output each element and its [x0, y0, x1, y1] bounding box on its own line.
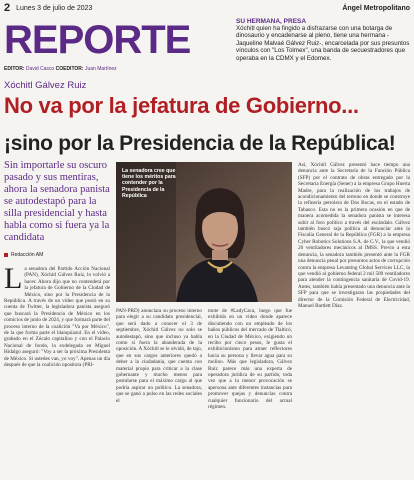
headline-primary: No va por la jefatura de Gobierno... [4, 93, 359, 118]
page-header [4, 2, 410, 14]
article-subject: Xóchitl Gálvez Ruiz [4, 80, 87, 91]
editor-credits [4, 66, 117, 72]
article-column-3: mote de #LadyCaca, luego que fue exhibida en un video donde aparece discutiendo con un empleado de los baños públicos del mercado de Tlalticó, en la Ciudad de México, exigiendo un recibo por cinco pesos, le gusta el exhibicionismo para atraer reflectores hacia su persona y llevar agua para su molino. Más que legisladora, Gálvez Ruiz parece más una experta de operadora jurídica de su partido, toda vez que a la menor provocación se apersona ante diferentes instancias para promover quejas y denuncias contra cualquier funcionario del actual régimen. [208, 308, 292, 411]
publication-name: Ángel Metropolitano [342, 4, 410, 12]
coeditor-name: Juan Martínez [84, 66, 117, 72]
article-column-1 [4, 262, 110, 369]
page-date: Lunes 3 de julio de 2023 [16, 4, 93, 12]
headline-secondary: ¡sino por la Presidencia de la República! [4, 132, 396, 155]
section-title: REPORTE [4, 18, 191, 62]
editor-name: David Casco [25, 66, 55, 72]
editor-label: EDITOR: [4, 66, 25, 72]
article-column-2: PAN-PRD) anunciara su proceso interno para elegir a su candidato presidencial, que será dado a conocer el 3 de septiembre, Xóchitl Gálvez no solo se autodestapó, sino que incluso ya habla como si fuera la abanderada de la oposición. A Xóchitl se le olvidó, de tajo, que en sus cargos anteriores quedó a deber a la ciudadanía, que cuenta con material propio para criticar a la clase gobernante y mucho menos para postularse para el máximo cargo al que podría aspirar un político. La senadora, que se ganó a pulso en las redes sociales el [116, 308, 202, 404]
section-banner [4, 16, 234, 74]
drop-cap: L [4, 262, 23, 295]
page-number: 2 [4, 2, 11, 14]
article-photo [116, 162, 292, 302]
article-column-4: Así, Xóchitl Gálvez presentó hace tiempo una denuncia ante la Secretaría de la Función Pública (SFP) por el contrato de obras entregado por la Secretaría Energía (Sener) a la empresa Grupo Huerta Madre, para la realización de los trabajos de acondicionamiento del terreno en donde se construye la refinería petrolera de Dos Bocas, en el estado de Tabasco. Esta no es la primera ocasión en que de manera acomedida la senadora panista se interesa subir al foro político a través del escándalo. Gálvez también buscó raja política al denunciar ante la Fiscalía General de la República (FGR) a la empresa Cyber Robotics Solutions S.A. de C.V., la que vendió 20 ventiladores mecánicos al IMSS. Previo a esta denuncia, la senadora también presentó ante la FGR una denuncia penal por presuntos actos de corrupción contra la empresa Levanting Global Services LLC, la que vendió al gobierno federal 2 mil 500 ventiladores para atender la contingencia sanitaria de Covid-19. Antes, también había presentado una denuncia ante la SFP para que se investigaran las propiedades del director de la Comisión Federal de Electricidad, Manuel Bartlett Díaz. [298, 162, 410, 309]
coeditor-label: COEDITOR: [55, 66, 84, 72]
brief-text: Xóchitl quien ha fingido a disfrazarse con una botarga de dinosaurio y encadenarse al pleno, tiene una hermana -Jaqueline Malvaé Gálvez Ruiz-, encarcelada por sus presuntos vínculos con "Los Tolmex", una banda de secuestradores que operaba en la CDMX y el Edomex. [236, 25, 410, 62]
sidebar-brief [236, 18, 410, 76]
byline [4, 252, 43, 258]
byline-text: Redacción AM [11, 252, 44, 258]
photo-caption: La senadora cree que tiene los méritos para contender por la Presidencia de la República [122, 168, 176, 199]
brief-title: SU HERMANA, PRESA [236, 18, 307, 25]
article-deck: Sin importarle su oscuro pasado y sus mentiras, ahora la senadora panista se autodestapó para la silla presidencial y hasta habla como si fuera ya la candidata [4, 160, 110, 243]
byline-marker-icon [4, 253, 8, 257]
column-1-text: a senadora del Partido Acción Nacional (PAN), Xóchitl Gálvez Ruiz, lo volvió a hacer. Ahora dijo que no contenderá por la jefatura de Gobierno de la Ciudad de México, sino por la Presidencia de la República. A través de un video que postó en su cuenta de Twitter, la legisladora panista aseguró que buscará la Presidencia de México en los comicios de junio de 2024, y que formará parte del proceso interno de la coalición "Va por México", de la que forma parte el blanquiazul. En el video, grabado en el Zócalo capitalino y con el Palacio Nacional de fondo, la exdelegada en Miguel Hidalgo aseguró: "Voy a ser la próxima Presidenta de México. Si ustedes van, yo voy". Apenas un día después de que la coalición opositora (PRI- [4, 266, 110, 369]
